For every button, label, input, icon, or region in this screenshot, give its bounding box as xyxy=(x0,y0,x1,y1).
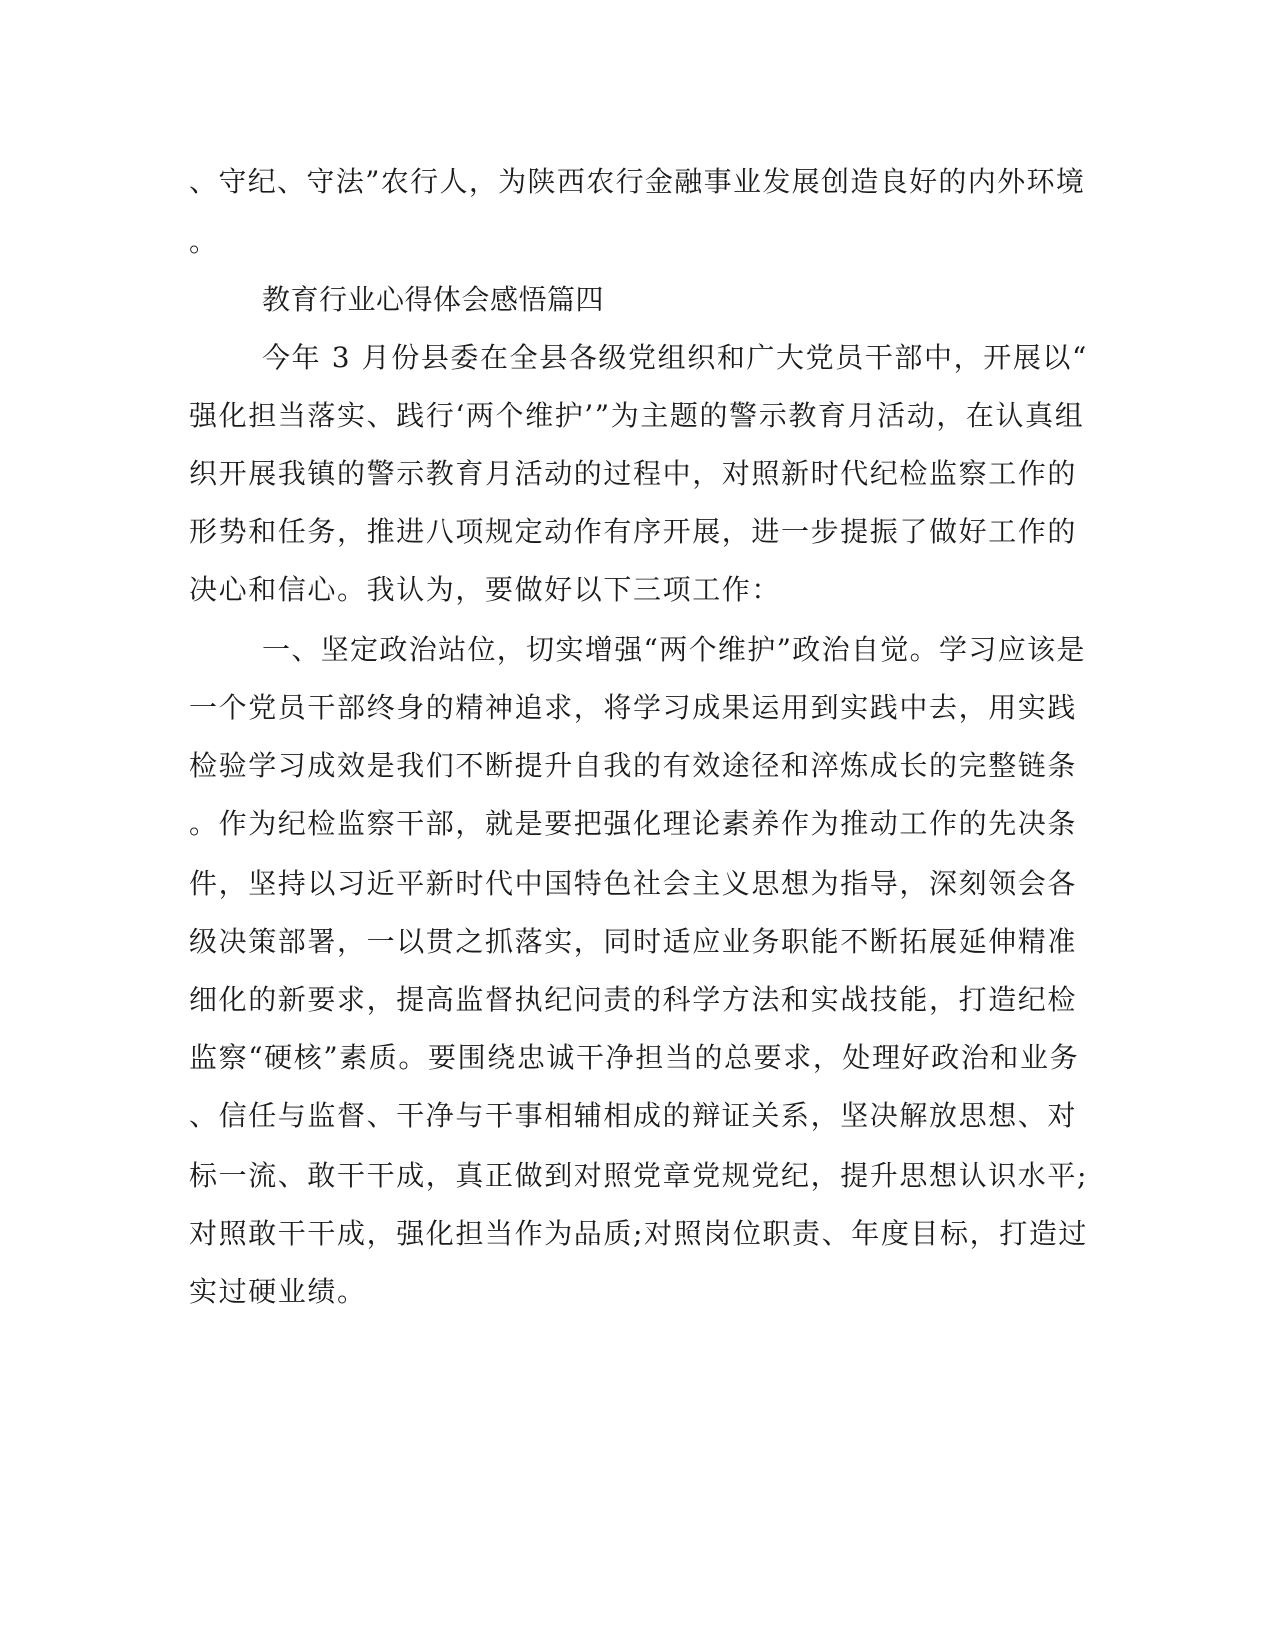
text-line: 今年 3 月份县委在全县各级党组织和广大党员干部中，开展以“ xyxy=(262,341,1088,374)
text-line: 一个党员干部终身的精神追求，将学习成果运用到实践中去，用实践 xyxy=(189,691,1078,724)
text-line: 实过硬业绩。 xyxy=(189,1275,367,1308)
text-line: 决心和信心。我认为，要做好以下三项工作： xyxy=(189,573,782,606)
text-line: 件，坚持以习近平新时代中国特色社会主义思想为指导，深刻领会各 xyxy=(189,867,1078,900)
text-line: 、信任与监督、干净与干事相辅相成的辩证关系，坚决解放思想、对 xyxy=(189,1099,1078,1132)
section-heading: 教育行业心得体会感悟篇四 xyxy=(262,283,605,316)
text-line: 一、坚定政治站位，切实增强“两个维护”政治自觉。学习应该是 xyxy=(262,633,1086,666)
text-line: 、守纪、守法”农行人，为陕西农行金融事业发展创造良好的内外环境 xyxy=(189,165,1086,198)
text-line: 级决策部署，一以贯之抓落实，同时适应业务职能不断拓展延伸精准 xyxy=(189,925,1078,958)
text-line: 监察“硬核”素质。要围绕忠诚干净担当的总要求，处理好政治和业务 xyxy=(189,1041,1080,1074)
text-line: 细化的新要求，提高监督执纪问责的科学方法和实战技能，打造纪检 xyxy=(189,983,1078,1016)
text-line: 标一流、敢干干成，真正做到对照党章党规党纪，提升思想认识水平; xyxy=(189,1159,1089,1192)
text-line: 形势和任务，推进八项规定动作有序开展，进一步提振了做好工作的 xyxy=(189,515,1078,548)
text-line: 检验学习成效是我们不断提升自我的有效途径和淬炼成长的完整链条 xyxy=(189,749,1078,782)
text-line: 强化担当落实、践行‘两个维护’”为主题的警示教育月活动，在认真组 xyxy=(189,399,1085,432)
text-line: 。作为纪检监察干部，就是要把强化理论素养作为推动工作的先决条 xyxy=(189,807,1078,840)
text-line: 织开展我镇的警示教育月活动的过程中，对照新时代纪检监察工作的 xyxy=(189,457,1078,490)
text-line: 。 xyxy=(189,225,219,258)
text-line: 对照敢干干成，强化担当作为品质;对照岗位职责、年度目标，打造过 xyxy=(189,1217,1089,1250)
